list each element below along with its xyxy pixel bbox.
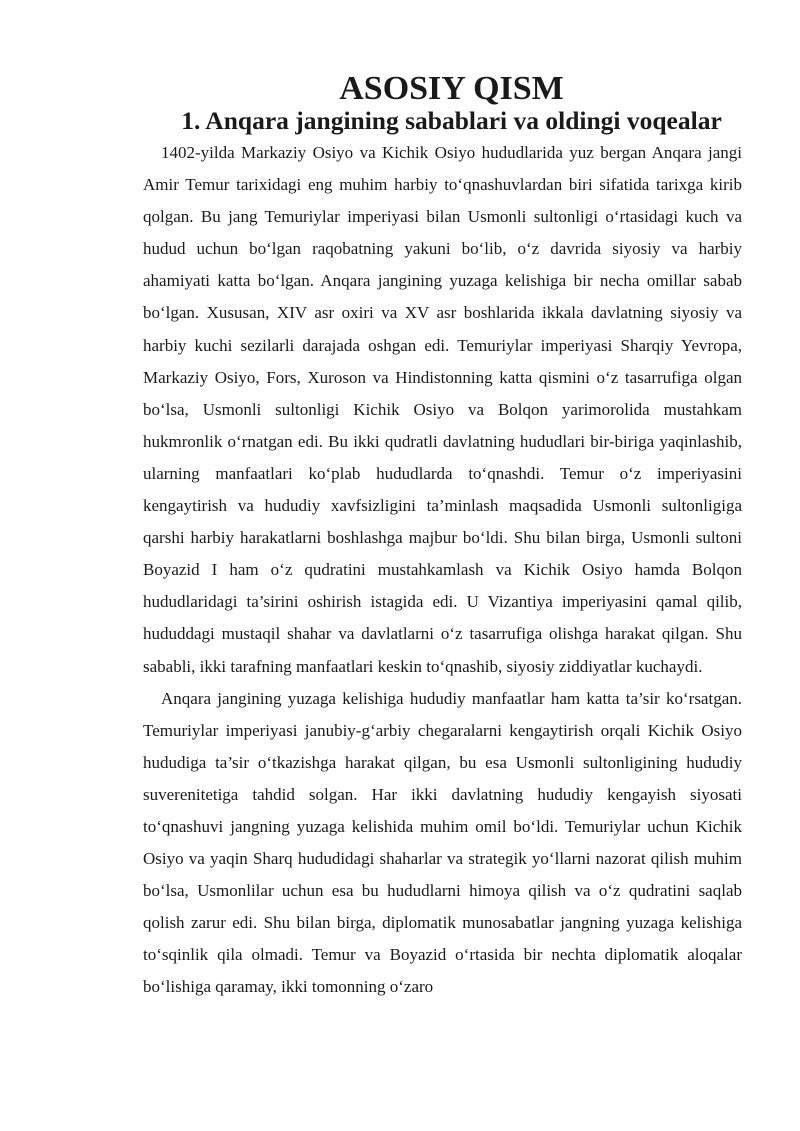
paragraph-1: 1402-yilda Markaziy Osiyo va Kichik Osiyo hududlarida yuz bergan Anqara jangi Amir Temur tarixidagi eng muhim harbiy to‘qnashuvlardan biri sifatida tarixga kirib qolgan. Bu jang Temuriylar imperiyasi bilan Usmonli sultonligi o‘rtasidagi kuch va hudud uchun bo‘lgan raqobatning yakuni bo‘lib, o‘z davrida siyosiy va harbiy ahamiyati katta bo‘lgan. Anqara jangining yuzaga kelishiga bir necha omillar sabab bo‘lgan. Xususan, XIV asr oxiri va XV asr boshlarida ikkala davlatning siyosiy va harbiy kuchi sezilarli darajada oshgan edi. Temuriylar imperiyasi Sharqiy Yevropa, Markaziy Osiyo, Fors, Xuroson va Hindistonning katta qismini o‘z tasarrufiga olgan bo‘lsa, Usmonli sultonligi Kichik Osiyo va Bolqon yarimorolida mustahkam hukmronlik o‘rnatgan edi. Bu ikki qudratli davlatning hududlari bir-biriga yaqinlashib, ularning manfaatlari ko‘plab hududlarda to‘qnashdi. Temur o‘z imperiyasini kengaytirish va hududiy xavfsizligini ta’minlash maqsadida Usmonli sultonligiga qarshi harbiy harakatlarni boshlashga majbur bo‘ldi. Shu bilan birga, Usmonli sultoni Boyazid I ham o‘z qudratini mustahkamlash va Kichik Osiyo hamda Bolqon hududlaridagi ta’sirini oshirish istagida edi. U Vizantiya imperiyasini qamal qilib, hududdagi mustaqil shahar va davlatlarni o‘z tasarrufiga olishga harakat qilgan. Shu sababli, ikki tarafning manfaatlari keskin to‘qnashib, siyosiy ziddiyatlar kuchaydi. <box>143 143 742 676</box>
section-heading: ASOSIY QISM <box>339 70 564 107</box>
paragraph-2: Anqara jangining yuzaga kelishiga hududiy manfaatlar ham katta ta’sir ko‘rsatgan. Temuriylar imperiyasi janubiy-g‘arbiy chegaralarni kengaytirish orqali Kichik Osiyo hududiga ta’sir o‘tkazishga harakat qilgan, bu esa Usmonli sultonligining hududiy suverenitetiga tahdid solgan. Har ikki davlatning hududiy kengayish siyosati to‘qnashuvi jangning yuzaga kelishida muhim omil bo‘ldi. Temuriylar uchun Kichik Osiyo va yaqin Sharq hududidagi shaharlar va strategik yo‘llarni nazorat qilish muhim bo‘lsa, Usmonlilar uchun esa bu hududlarni himoya qilish va o‘z qudratini saqlab qolish zarur edi. Shu bilan birga, diplomatik munosabatlar jangning yuzaga kelishiga to‘sqinlik qila olmadi. Temur va Boyazid o‘rtasida bir nechta diplomatik aloqalar bo‘lishiga qaramay, ikki tomonning o‘zaro <box>143 688 742 997</box>
document-page <box>143 70 742 1004</box>
chapter-title: 1. Anqara jangining sabablari va oldingi voqealar <box>181 106 722 135</box>
